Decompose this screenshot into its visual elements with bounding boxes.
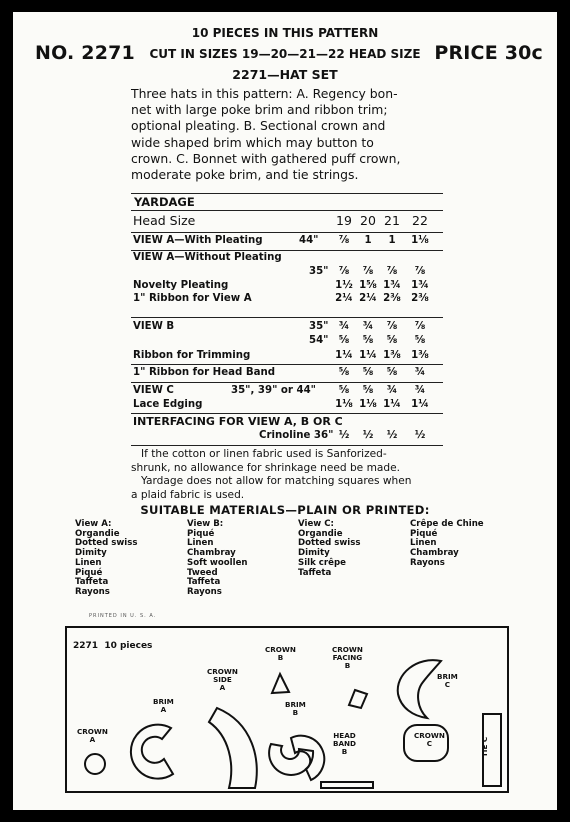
- printed-in-label: PRINTED IN U. S. A.: [89, 613, 157, 619]
- yardage-value: ⅝: [386, 335, 398, 346]
- row-label: VIEW A—Without Pleating: [133, 252, 282, 263]
- yardage-row: [131, 350, 443, 364]
- row-label: VIEW A—With Pleating: [133, 235, 263, 246]
- material-item: Rayons: [187, 586, 222, 597]
- material-item: Taffeta: [298, 567, 332, 578]
- yardage-value: ⅞: [338, 235, 350, 246]
- material-item: Organdie: [75, 528, 120, 539]
- material-item: Dotted swiss: [298, 538, 361, 549]
- fabric-width: Crinoline 36": [259, 430, 334, 441]
- material-item: Linen: [410, 538, 437, 549]
- description-line: wide shaped brim which may button to: [131, 134, 374, 150]
- material-item: Tweed: [187, 567, 218, 578]
- yardage-value: 1¼: [383, 399, 401, 410]
- yardage-value: ¾: [414, 367, 426, 378]
- yardage-value: 1¼: [411, 399, 429, 410]
- yardage-value: ¾: [338, 321, 350, 332]
- yardage-value: ⅝: [386, 367, 398, 378]
- yardage-value: 1¼: [335, 350, 353, 361]
- description-line: Three hats in this pattern: A. Regency bon-: [131, 86, 398, 101]
- yardage-value: ⅞: [414, 321, 426, 332]
- divider: [131, 210, 443, 211]
- yardage-value: ⅞: [414, 266, 426, 277]
- divider: [131, 445, 443, 446]
- yardage-value: 2⅜: [383, 293, 401, 304]
- head-band-b-label: HEAD BAND B: [333, 731, 357, 756]
- crown-side-a-piece: [209, 708, 257, 788]
- material-item: Rayons: [75, 586, 110, 597]
- yardage-value: 1½: [335, 280, 353, 291]
- yardage-row: [131, 252, 443, 266]
- description-line: moderate poke brim, and tie strings.: [131, 167, 359, 183]
- yardage-value: ¾: [386, 385, 398, 396]
- fabric-width: 35": [309, 321, 329, 332]
- piece-layout-diagram: [65, 626, 509, 793]
- material-item: Rayons: [410, 557, 445, 568]
- brim-c-piece: [398, 660, 441, 718]
- yardage-value: 2¼: [359, 293, 377, 304]
- divider: [131, 317, 443, 318]
- row-label: 1" Ribbon for View A: [133, 293, 252, 304]
- pieces-count: 10 PIECES IN THIS PATTERN: [191, 26, 379, 40]
- fabric-width: 44": [299, 235, 319, 246]
- yardage-value: 1¾: [383, 280, 401, 291]
- row-label: Lace Edging: [133, 399, 203, 410]
- material-heading: View C:: [298, 519, 334, 529]
- materials-view-b: [187, 520, 248, 598]
- material-item: Chambray: [187, 548, 236, 559]
- material-heading: View A:: [75, 519, 112, 529]
- crown-facing-b-label: CROWN FACING B: [332, 645, 363, 670]
- material-item: Taffeta: [187, 577, 221, 588]
- row-label: INTERFACING FOR VIEW A, B OR C: [133, 415, 343, 428]
- material-item: Dimity: [298, 548, 330, 559]
- description-line: optional pleating. B. Sectional crown and: [131, 118, 386, 134]
- crown-facing-b-piece: [349, 690, 367, 708]
- row-label: VIEW C: [133, 385, 174, 396]
- material-item: Dotted swiss: [75, 538, 138, 549]
- material-heading: View B:: [187, 519, 224, 529]
- divider: [131, 193, 443, 194]
- yardage-value: ⅝: [338, 335, 350, 346]
- size-col: 22: [412, 213, 428, 228]
- material-item: Linen: [75, 557, 102, 568]
- pattern-title: 2271—HAT SET: [232, 67, 338, 82]
- note-line: If the cotton or linen fabric used is Sanforized-: [141, 448, 387, 460]
- row-label: VIEW B: [133, 321, 175, 332]
- yardage-row: [131, 399, 443, 413]
- fabric-width: 35", 39" or 44": [231, 385, 316, 396]
- yardage-value: ⅝: [414, 335, 426, 346]
- yardage-value: ½: [386, 430, 398, 441]
- pattern-price: PRICE 30c: [434, 42, 543, 64]
- yardage-value: ½: [338, 430, 350, 441]
- yardage-value: 2⅜: [411, 293, 429, 304]
- sanforized-note: [131, 448, 443, 502]
- yardage-value: ¾: [362, 321, 374, 332]
- yardage-row: [131, 266, 443, 280]
- material-item: Dimity: [75, 548, 107, 559]
- divider: [131, 364, 443, 365]
- material-item: Chambray: [410, 548, 459, 559]
- crown-c-label: CROWN C: [414, 731, 445, 748]
- head-size-label: Head Size: [133, 213, 196, 228]
- size-col: 21: [384, 213, 400, 228]
- yardage-title: YARDAGE: [134, 195, 195, 209]
- yardage-value: 1¼: [359, 350, 377, 361]
- yardage-row: [131, 367, 443, 381]
- tie-c-label: TIE C: [480, 736, 490, 758]
- material-item: Linen: [187, 538, 214, 549]
- layout-title: 2271 10 pieces: [73, 641, 153, 651]
- cut-sizes: CUT IN SIZES 19—20—21—22 HEAD SIZE: [149, 47, 421, 61]
- yardage-value: ⅞: [386, 321, 398, 332]
- yardage-row: [131, 385, 443, 399]
- row-label: 1" Ribbon for Head Band: [133, 367, 275, 378]
- yardage-value: ⅞: [386, 266, 398, 277]
- pattern-envelope-page: [13, 12, 557, 810]
- yardage-value: ⅝: [362, 367, 374, 378]
- yardage-value: ⅝: [362, 335, 374, 346]
- yardage-value: ⅞: [362, 266, 374, 277]
- material-item: Organdie: [298, 528, 343, 539]
- yardage-row: [131, 335, 443, 349]
- divider: [131, 413, 443, 414]
- yardage-value: 1⅝: [359, 280, 377, 291]
- material-item: Crêpe de Chine: [410, 519, 484, 529]
- yardage-row: [131, 415, 443, 429]
- yardage-value: 1: [388, 235, 396, 246]
- yardage-row: [131, 430, 443, 444]
- yardage-row: [131, 321, 443, 335]
- fabric-width: 35": [309, 266, 329, 277]
- yardage-value: ⅝: [338, 367, 350, 378]
- fabric-width: 54": [309, 335, 329, 346]
- row-label: Novelty Pleating: [133, 280, 229, 291]
- material-item: Silk crêpe: [298, 557, 346, 568]
- brim-c-label: BRIM C: [437, 672, 458, 689]
- yardage-value: ⅝: [362, 385, 374, 396]
- description-line: net with large poke brim and ribbon trim;: [131, 102, 388, 118]
- brim-a-label: BRIM A: [153, 697, 174, 714]
- divider: [131, 382, 443, 383]
- yardage-value: 1⅜: [383, 350, 401, 361]
- yardage-value: 1⅛: [411, 235, 429, 246]
- divider: [131, 250, 443, 251]
- crown-a-piece: [85, 754, 105, 774]
- crown-side-a-label: CROWN SIDE A: [207, 667, 238, 692]
- head-band-b-piece: [321, 782, 373, 788]
- crown-b-piece: [272, 674, 289, 693]
- pattern-number: NO. 2271: [35, 42, 135, 64]
- yardage-value: ¾: [414, 385, 426, 396]
- brim-a-piece: [131, 725, 173, 779]
- materials-view-c: [298, 520, 360, 578]
- size-col: 20: [360, 213, 376, 228]
- note-line: Yardage does not allow for matching squares when: [141, 475, 412, 488]
- material-item: Taffeta: [75, 577, 109, 588]
- crown-b-label: CROWN B: [265, 645, 296, 662]
- yardage-value: 1⅛: [335, 399, 353, 410]
- note-line: a plaid fabric is used.: [131, 488, 245, 501]
- crown-a-label: CROWN A: [77, 727, 108, 744]
- yardage-value: ⅝: [338, 385, 350, 396]
- materials-title: SUITABLE MATERIALS—PLAIN OR PRINTED:: [140, 503, 430, 517]
- yardage-row: [131, 280, 443, 294]
- yardage-row: [131, 293, 443, 307]
- yardage-value: 1⅜: [411, 350, 429, 361]
- yardage-value: ⅞: [338, 266, 350, 277]
- yardage-row: [131, 235, 443, 249]
- materials-extra: [410, 520, 484, 569]
- material-item: Piqué: [410, 528, 438, 539]
- divider: [131, 232, 443, 233]
- yardage-value: 2¼: [335, 293, 353, 304]
- description: [131, 86, 443, 183]
- description-line: crown. C. Bonnet with gathered puff crown,: [131, 150, 401, 166]
- materials-view-a: [75, 520, 137, 598]
- yardage-value: ½: [362, 430, 374, 441]
- material-item: Piqué: [75, 567, 103, 578]
- head-size-row: [131, 213, 443, 231]
- note-line: shrunk, no allowance for shrinkage need be made.: [131, 461, 400, 474]
- material-item: Piqué: [187, 528, 215, 539]
- material-item: Soft woollen: [187, 557, 248, 568]
- row-label: Ribbon for Trimming: [133, 350, 251, 361]
- yardage-value: 1: [364, 235, 372, 246]
- yardage-value: 1⅛: [359, 399, 377, 410]
- size-col: 19: [336, 213, 352, 228]
- yardage-value: ½: [414, 430, 426, 441]
- yardage-value: 1¾: [411, 280, 429, 291]
- brim-b-label: BRIM B: [285, 700, 306, 717]
